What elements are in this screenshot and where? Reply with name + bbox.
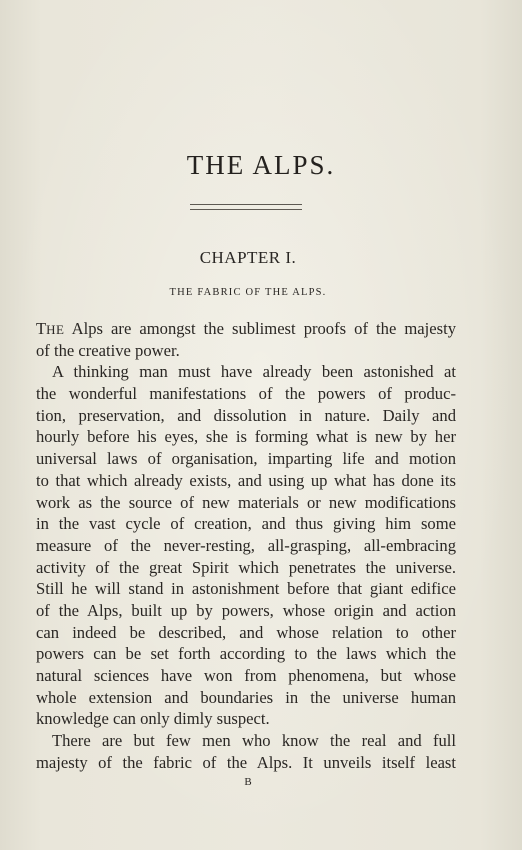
text-line: the wonderful manifestations of the powers of produc- [36,384,456,404]
text-line: activity of the great Spirit which penetrates the universe. [36,557,456,577]
text-line: to that which already exists, and using up what has done its [36,470,456,490]
title-double-rule [190,204,302,210]
text-line: of the Alps, built up by powers, whose origin and action [36,600,456,620]
lead-small-caps: HE [46,322,65,337]
text-line: There are but few men who know the real and full [52,731,456,751]
text-line: universal laws of organisation, imparting life and motion [36,449,456,469]
book-title: THE ALPS. [186,150,336,180]
text-line: of the creative power. [36,340,180,360]
text-line: whole extension and boundaries in the universe human [36,687,456,707]
chapter-subtitle: THE FABRIC OF THE ALPS. [169,287,327,298]
chapter-heading: CHAPTER I. [199,248,297,267]
text-line: hourly before his eyes, she is forming what is new by her [36,427,456,447]
text-line: Still he will stand in astonishment before that giant edifice [36,579,456,599]
text-line: tion, preservation, and dissolution in nature. Daily and [36,405,456,425]
text-line: can indeed be described, and whose relation to other [36,622,456,642]
text-line [36,318,456,340]
body-text [36,318,456,773]
text-line: natural sciences have won from phenomena, but whose [36,666,456,685]
line-text: Alps are amongst the sublimest proofs of the majesty [64,319,456,338]
text-line: majesty of the fabric of the Alps. It unveils itself least [36,752,456,772]
lead-capital: T [36,319,47,338]
text-line: powers can be set forth according to the laws which the [36,644,456,664]
text-line: work as the source of new materials or new modifications [36,492,456,512]
text-line: in the vast cycle of creation, and thus giving him some [36,514,456,534]
signature-mark: B [244,776,252,788]
text-line: A thinking man must have already been astonished at [52,362,456,382]
text-line: measure of the never-resting, all-grasping, all-embracing [36,535,456,555]
text-line: knowledge can only dimly suspect. [36,709,270,729]
